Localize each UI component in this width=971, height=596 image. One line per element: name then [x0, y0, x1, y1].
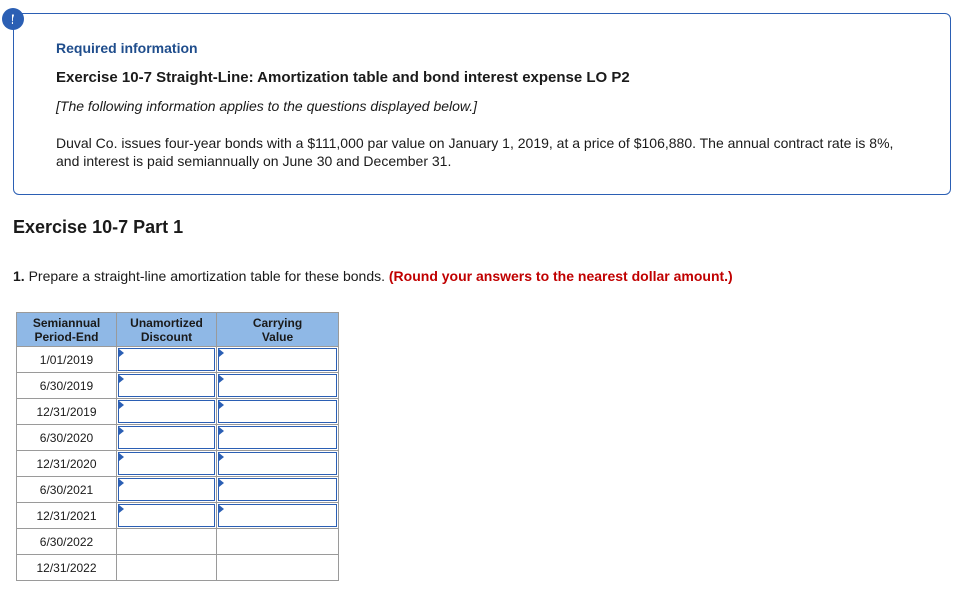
input-marker-icon	[119, 401, 124, 409]
carrying-value-input[interactable]	[217, 373, 339, 399]
carrying-value-input[interactable]	[217, 477, 339, 503]
input-marker-icon	[119, 479, 124, 487]
input-marker-icon	[219, 479, 224, 487]
period-end-cell: 6/30/2019	[17, 373, 117, 399]
empty-cell	[117, 529, 217, 555]
carrying-value-input[interactable]	[217, 347, 339, 373]
carrying-value-input[interactable]	[217, 503, 339, 529]
unamortized-discount-input-box[interactable]	[118, 504, 215, 527]
unamortized-discount-input-box[interactable]	[118, 348, 215, 371]
period-end-cell: 12/31/2019	[17, 399, 117, 425]
period-end-cell: 6/30/2022	[17, 529, 117, 555]
question-body: Prepare a straight-line amortization table for these bonds.	[28, 268, 385, 284]
input-marker-icon	[219, 453, 224, 461]
period-end-cell: 12/31/2021	[17, 503, 117, 529]
input-marker-icon	[219, 375, 224, 383]
required-info-label: Required information	[56, 40, 198, 56]
unamortized-discount-input-box[interactable]	[118, 400, 215, 423]
table-row	[17, 399, 339, 425]
unamortized-discount-input[interactable]	[117, 347, 217, 373]
input-marker-icon	[119, 375, 124, 383]
carrying-value-input-box[interactable]	[218, 348, 337, 371]
input-marker-icon	[219, 349, 224, 357]
question-text	[13, 268, 733, 284]
input-marker-icon	[219, 401, 224, 409]
table-row	[17, 555, 339, 581]
amortization-table	[16, 312, 339, 581]
empty-cell	[117, 555, 217, 581]
carrying-value-input-box[interactable]	[218, 374, 337, 397]
table-row	[17, 373, 339, 399]
table-row	[17, 503, 339, 529]
required-information-panel	[13, 13, 951, 195]
header-period-end: Semiannual Period-End	[17, 313, 117, 347]
input-marker-icon	[119, 505, 124, 513]
carrying-value-input-box[interactable]	[218, 452, 337, 475]
carrying-value-input-box[interactable]	[218, 400, 337, 423]
input-marker-icon	[119, 349, 124, 357]
empty-cell	[217, 555, 339, 581]
period-end-cell: 12/31/2020	[17, 451, 117, 477]
unamortized-discount-input-box[interactable]	[118, 426, 215, 449]
carrying-value-input[interactable]	[217, 451, 339, 477]
unamortized-discount-input[interactable]	[117, 503, 217, 529]
info-note: [The following information applies to the questions displayed below.]	[56, 98, 478, 114]
unamortized-discount-input-box[interactable]	[118, 374, 215, 397]
empty-cell	[217, 529, 339, 555]
period-end-cell: 12/31/2022	[17, 555, 117, 581]
part-title: Exercise 10-7 Part 1	[13, 217, 184, 237]
header-carrying-value: Carrying Value	[217, 313, 339, 347]
rounding-hint: (Round your answers to the nearest dollar amount.)	[388, 268, 733, 284]
problem-description: Duval Co. issues four-year bonds with a $111,000 par value on January 1, 2019, at a price of $106,880. The annual contract rate is 8%, and interest is paid semiannually on June 30 and December 31.	[56, 135, 894, 169]
period-end-cell: 6/30/2021	[17, 477, 117, 503]
unamortized-discount-input[interactable]	[117, 477, 217, 503]
carrying-value-input-box[interactable]	[218, 426, 337, 449]
table-row	[17, 347, 339, 373]
header-unamortized-discount: Unamortized Discount	[117, 313, 217, 347]
input-marker-icon	[119, 427, 124, 435]
question-number: 1.	[13, 268, 25, 284]
unamortized-discount-input[interactable]	[117, 451, 217, 477]
carrying-value-input-box[interactable]	[218, 478, 337, 501]
carrying-value-input-box[interactable]	[218, 504, 337, 527]
input-marker-icon	[119, 453, 124, 461]
exercise-title: Exercise 10-7 Straight-Line: Amortization table and bond interest expense LO P2	[56, 69, 630, 86]
table-row	[17, 425, 339, 451]
table-row	[17, 477, 339, 503]
table-row	[17, 451, 339, 477]
input-marker-icon	[219, 427, 224, 435]
period-end-cell: 1/01/2019	[17, 347, 117, 373]
alert-icon: !	[2, 8, 24, 30]
unamortized-discount-input[interactable]	[117, 425, 217, 451]
carrying-value-input[interactable]	[217, 399, 339, 425]
table-header-row	[17, 313, 339, 347]
carrying-value-input[interactable]	[217, 425, 339, 451]
period-end-cell: 6/30/2020	[17, 425, 117, 451]
input-marker-icon	[219, 505, 224, 513]
unamortized-discount-input-box[interactable]	[118, 478, 215, 501]
unamortized-discount-input-box[interactable]	[118, 452, 215, 475]
unamortized-discount-input[interactable]	[117, 373, 217, 399]
table-row	[17, 529, 339, 555]
unamortized-discount-input[interactable]	[117, 399, 217, 425]
